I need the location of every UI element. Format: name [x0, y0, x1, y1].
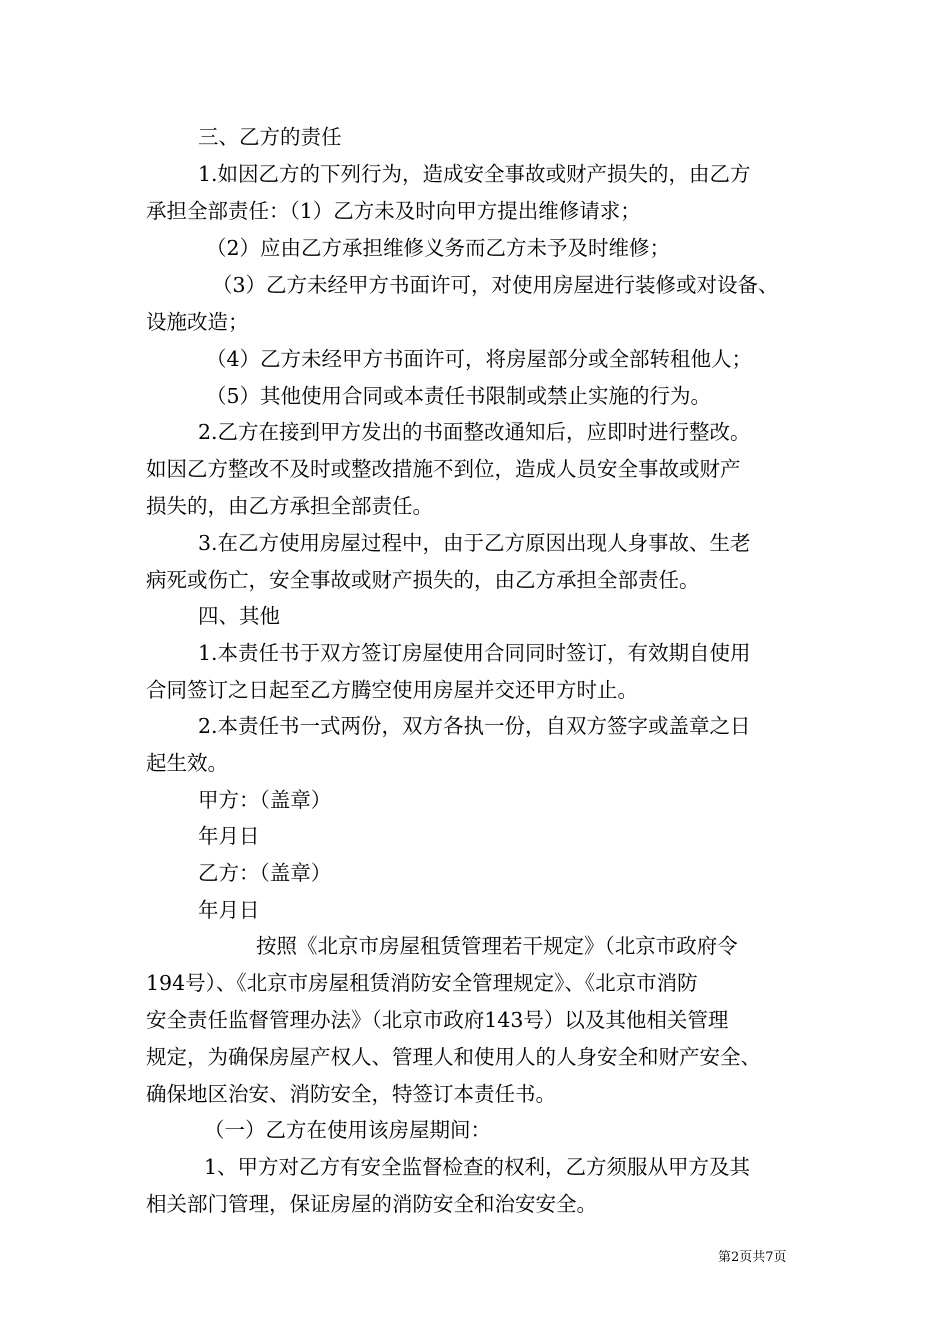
paragraph-line: 按照《北京市房屋租赁管理若干规定》（北京市政府令 [256, 934, 738, 958]
paragraph-line: 2.本责任书一式两份，双方各执一份，自双方签字或盖章之日 [198, 714, 751, 738]
paragraph-line: 3.在乙方使用房屋过程中，由于乙方原因出现人身事故、生老 [198, 531, 751, 555]
party-a-date: 年月日 [198, 824, 260, 848]
paragraph-line: 确保地区治安、消防安全，特签订本责任书。 [146, 1082, 556, 1106]
paragraph-line: 安全责任监督管理办法》（北京市政府143号）以及其他相关管理 [146, 1008, 729, 1032]
paragraph-line: （3）乙方未经甲方书面许可，对使用房屋进行装修或对设备、 [212, 273, 779, 297]
paragraph-line: 规定，为确保房屋产权人、管理人和使用人的人身安全和财产安全、 [146, 1045, 761, 1069]
paragraph-line: （4）乙方未经甲方书面许可，将房屋部分或全部转租他人； [206, 347, 753, 371]
section-heading-4: 四、其他 [198, 604, 280, 628]
paragraph-line: 2.乙方在接到甲方发出的书面整改通知后，应即时进行整改。 [198, 420, 751, 444]
page-number: 第2页共7页 [718, 1250, 787, 1265]
paragraph-line: 起生效。 [146, 751, 228, 775]
subsection-heading: （一）乙方在使用该房屋期间： [204, 1118, 491, 1142]
paragraph-line: 设施改造； [146, 310, 249, 334]
party-a-seal: 甲方：（盖章） [198, 788, 332, 812]
paragraph-line: 病死或伤亡，安全事故或财产损失的，由乙方承担全部责任。 [146, 568, 700, 592]
party-b-seal: 乙方：（盖章） [198, 861, 332, 885]
paragraph-line: 194号）、《北京市房屋租赁消防安全管理规定》、《北京市消防 [146, 971, 698, 995]
section-heading-3: 三、乙方的责任 [198, 125, 342, 149]
paragraph-line: 如因乙方整改不及时或整改措施不到位，造成人员安全事故或财产 [146, 457, 741, 481]
paragraph-line: 损失的，由乙方承担全部责任。 [146, 494, 433, 518]
paragraph-line: 承担全部责任：（1）乙方未及时向甲方提出维修请求； [146, 199, 641, 223]
paragraph-line: 1、甲方对乙方有安全监督检查的权利，乙方须服从甲方及其 [204, 1155, 751, 1179]
paragraph-line: 合同签订之日起至乙方腾空使用房屋并交还甲方时止。 [146, 678, 638, 702]
paragraph-line: 相关部门管理，保证房屋的消防安全和治安安全。 [146, 1192, 597, 1216]
paragraph-line: 1.本责任书于双方签订房屋使用合同同时签订，有效期自使用 [198, 641, 751, 665]
paragraph-line: （2）应由乙方承担维修义务而乙方未予及时维修； [206, 236, 671, 260]
party-b-date: 年月日 [198, 898, 260, 922]
paragraph-line: 1.如因乙方的下列行为，造成安全事故或财产损失的，由乙方 [198, 162, 751, 186]
paragraph-line: （5）其他使用合同或本责任书限制或禁止实施的行为。 [206, 384, 712, 408]
